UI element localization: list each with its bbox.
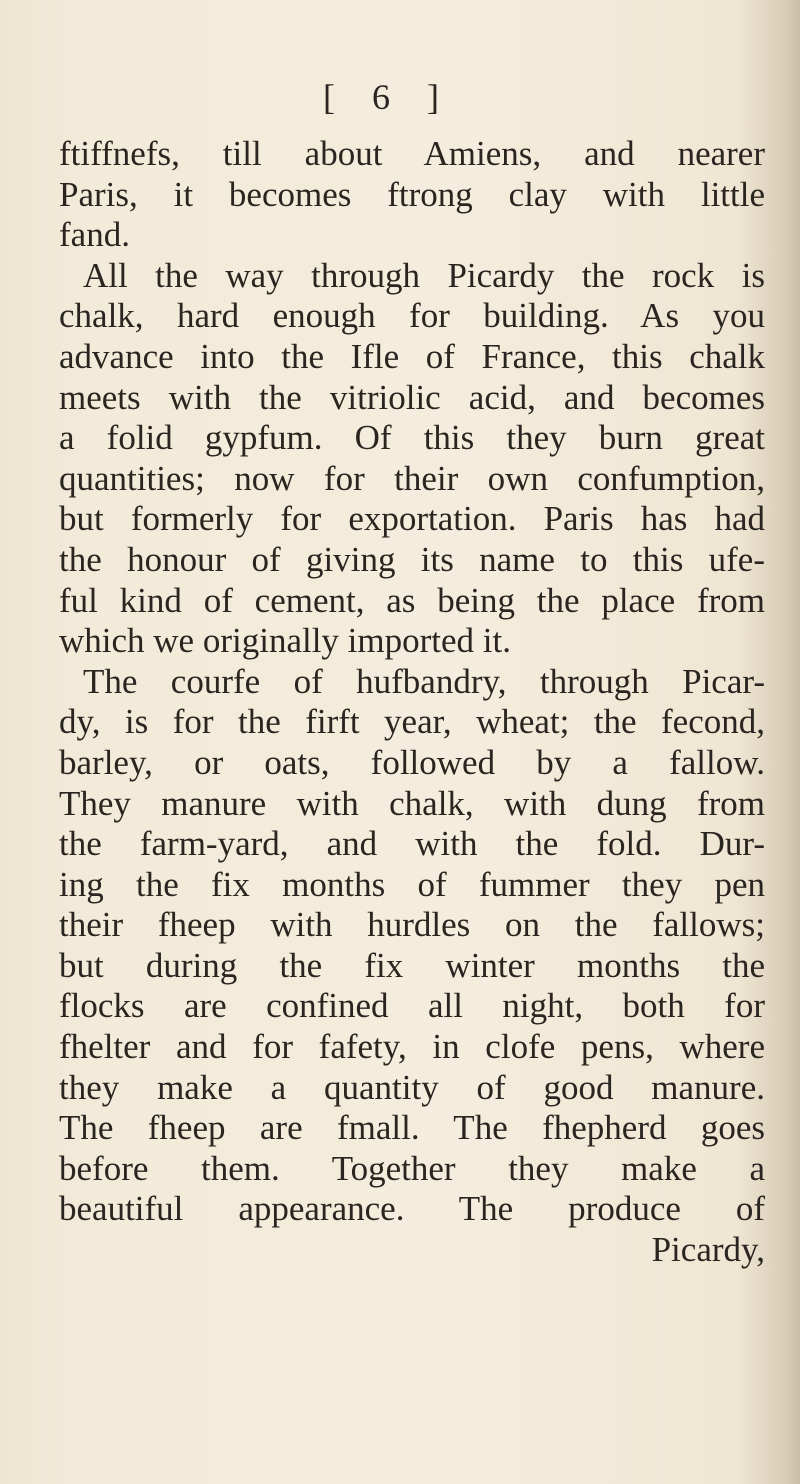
- text-line: Paris, it becomes ftrong clay with little: [59, 174, 765, 214]
- text-line: fand.: [59, 215, 130, 255]
- catchword: Picardy,: [651, 1230, 765, 1270]
- text-line: which we originally imported it.: [59, 621, 511, 661]
- text-line: ful kind of cement, as being the place from: [59, 580, 765, 620]
- text-line: chalk, hard enough for building. As you: [59, 296, 765, 336]
- text-line: barley, or oats, followed by a fallow.: [59, 742, 765, 782]
- text-line: meets with the vitriolic acid, and becomes: [59, 377, 765, 417]
- text-line: ing the fix months of fummer they pen: [59, 864, 765, 904]
- text-line: ftiffnefs, till about Amiens, and nearer: [59, 134, 765, 173]
- page-number: [ 6 ]: [323, 77, 453, 117]
- text-line: before them. Together they make a: [59, 1148, 765, 1188]
- text-line: The courfe of hufbandry, through Picar-: [83, 661, 765, 701]
- text-line: but formerly for exportation. Paris has had: [59, 499, 765, 539]
- text-line: a folid gypfum. Of this they burn great: [59, 418, 765, 458]
- text-line: beautiful appearance. The produce of: [59, 1189, 765, 1229]
- text-line: dy, is for the firft year, wheat; the fecond,: [59, 702, 765, 742]
- text-line: All the way through Picardy the rock is: [83, 255, 765, 295]
- text-line: The fheep are fmall. The fhepherd goes: [59, 1108, 765, 1148]
- body-text: [59, 134, 765, 1271]
- text-line: flocks are confined all night, both for: [59, 986, 765, 1026]
- text-line: quantities; now for their own confumption,: [59, 458, 765, 498]
- text-line: the honour of giving its name to this ufe-: [59, 539, 765, 579]
- text-line: their fheep with hurdles on the fallows;: [59, 905, 765, 945]
- text-line: but during the fix winter months the: [59, 945, 765, 985]
- text-line: advance into the Ifle of France, this chalk: [59, 336, 765, 376]
- text-line: they make a quantity of good manure.: [59, 1067, 765, 1107]
- text-line: the farm-yard, and with the fold. Dur-: [59, 824, 765, 864]
- text-line: fhelter and for fafety, in clofe pens, where: [59, 1027, 765, 1067]
- text-line: They manure with chalk, with dung from: [59, 783, 765, 823]
